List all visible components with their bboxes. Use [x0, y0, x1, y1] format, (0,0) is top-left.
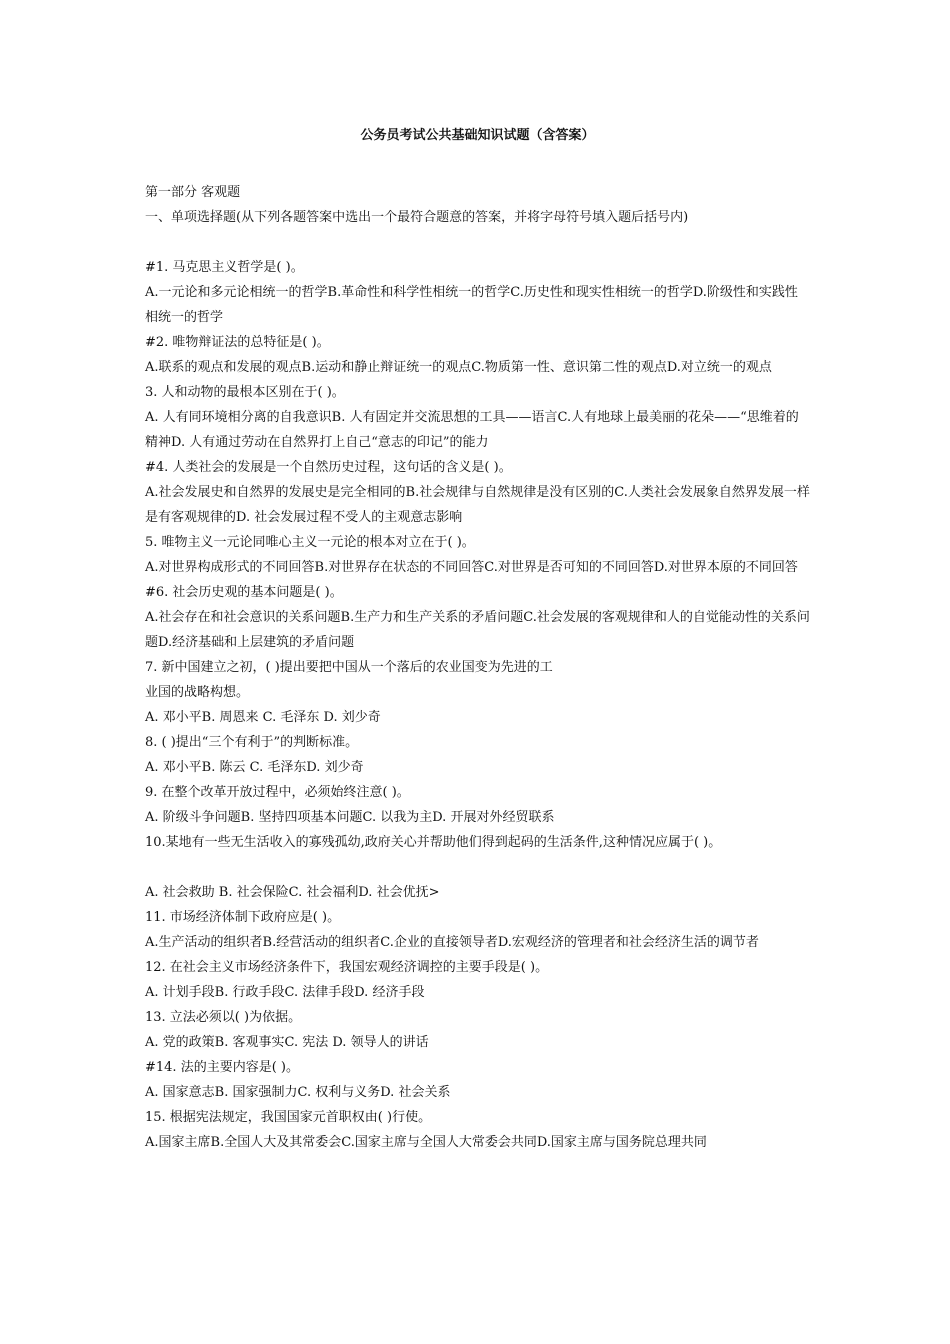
- question-item: [145, 905, 810, 955]
- question-item: [145, 330, 810, 380]
- question-item: [145, 730, 810, 780]
- question-options: A. 党的政策B. 客观事实C. 宪法 D. 领导人的讲话: [145, 1035, 429, 1050]
- question-text-continued: 业国的战略构想。: [145, 685, 250, 700]
- question-text: 11. 市场经济体制下政府应是( )。: [145, 910, 341, 925]
- question-item: [145, 655, 810, 730]
- part-heading: 第一部分 客观题: [145, 185, 241, 200]
- question-item: [145, 1005, 810, 1055]
- question-item: [145, 380, 810, 455]
- question-options: A. 人有同环境相分离的自我意识B. 人有固定并交流思想的工具——语言C.人有地球上最美丽的花朵——“思维着的精神D. 人有通过劳动在自然界打上自己“意志的印记”的能力: [145, 410, 799, 450]
- question-text: 8. ( )提出“三个有利于”的判断标准。: [145, 735, 359, 750]
- question-item: [145, 780, 810, 830]
- question-options: A. 国家意志B. 国家强制力C. 权利与义务D. 社会关系: [145, 1085, 451, 1100]
- question-text: 7. 新中国建立之初，( )提出要把中国从一个落后的农业国变为先进的工: [145, 660, 553, 675]
- question-text: 13. 立法必须以( )为依据。: [145, 1010, 302, 1025]
- question-text: 10.某地有一些无生活收入的寡残孤幼,政府关心并帮助他们得到起码的生活条件,这种情况应属于( )。: [145, 835, 722, 850]
- question-text: #4. 人类社会的发展是一个自然历史过程，这句话的含义是( )。: [145, 460, 512, 475]
- question-options: A.国家主席B.全国人大及其常委会C.国家主席与全国人大常委会共同D.国家主席与国务院总理共同: [145, 1135, 707, 1150]
- question-item: [145, 530, 810, 580]
- question-options: A. 邓小平B. 周恩来 C. 毛泽东 D. 刘少奇: [145, 710, 381, 725]
- document-page: [145, 122, 810, 1155]
- question-text: #2. 唯物辩证法的总特征是( )。: [145, 335, 330, 350]
- question-item: [145, 955, 810, 1005]
- question-options: A.一元论和多元论相统一的哲学B.革命性和科学性相统一的哲学C.历史性和现实性相统一的哲学D.阶级性和实践性相统一的哲学: [145, 285, 798, 325]
- question-text: 9. 在整个改革开放过程中，必须始终注意( )。: [145, 785, 410, 800]
- question-options: A. 阶级斗争问题B. 坚持四项基本问题C. 以我为主D. 开展对外经贸联系: [145, 810, 555, 825]
- question-options: A.联系的观点和发展的观点B.运动和静止辩证统一的观点C.物质第一性、意识第二性的观点D.对立统一的观点: [145, 360, 772, 375]
- section-heading: 一、单项选择题(从下列各题答案中选出一个最符合题意的答案，并将字母符号填入题后括号内): [145, 210, 689, 225]
- question-text: #6. 社会历史观的基本问题是( )。: [145, 585, 343, 600]
- question-item: [145, 830, 810, 905]
- question-text: 5. 唯物主义一元论同唯心主义一元论的根本对立在于( )。: [145, 535, 475, 550]
- question-item: [145, 580, 810, 655]
- question-item: [145, 455, 810, 530]
- question-item: [145, 1055, 810, 1105]
- question-options: A. 计划手段B. 行政手段C. 法律手段D. 经济手段: [145, 985, 425, 1000]
- question-text: #1. 马克思主义哲学是( )。: [145, 260, 304, 275]
- question-options: A.社会发展史和自然界的发展史是完全相同的B.社会规律与自然规律是没有区别的C.人类社会发展象自然界发展一样是有客观规律的D. 社会发展过程不受人的主观意志影响: [145, 485, 810, 525]
- spacer: [145, 855, 810, 880]
- question-options: A. 社会救助 B. 社会保险C. 社会福利D. 社会优抚>: [145, 885, 440, 900]
- question-text: 3. 人和动物的最根本区别在于( )。: [145, 385, 345, 400]
- document-title: 公务员考试公共基础知识试题（含答案）: [360, 128, 595, 143]
- question-text: 12. 在社会主义市场经济条件下，我国宏观经济调控的主要手段是( )。: [145, 960, 549, 975]
- spacer: [145, 230, 810, 255]
- question-options: A. 邓小平B. 陈云 C. 毛泽东D. 刘少奇: [145, 760, 364, 775]
- question-list: [145, 255, 810, 1155]
- question-text: #14. 法的主要内容是( )。: [145, 1060, 299, 1075]
- question-item: [145, 1105, 810, 1155]
- question-item: [145, 255, 810, 330]
- question-text: 15. 根据宪法规定，我国国家元首职权由( )行使。: [145, 1110, 432, 1125]
- question-options: A.社会存在和社会意识的关系问题B.生产力和生产关系的矛盾问题C.社会发展的客观规律和人的自觉能动性的关系问题D.经济基础和上层建筑的矛盾问题: [145, 610, 810, 650]
- question-options: A.对世界构成形式的不同回答B.对世界存在状态的不同回答C.对世界是否可知的不同回答D.对世界本原的不同回答: [145, 560, 798, 575]
- question-options: A.生产活动的组织者B.经营活动的组织者C.企业的直接领导者D.宏观经济的管理者和社会经济生活的调节者: [145, 935, 759, 950]
